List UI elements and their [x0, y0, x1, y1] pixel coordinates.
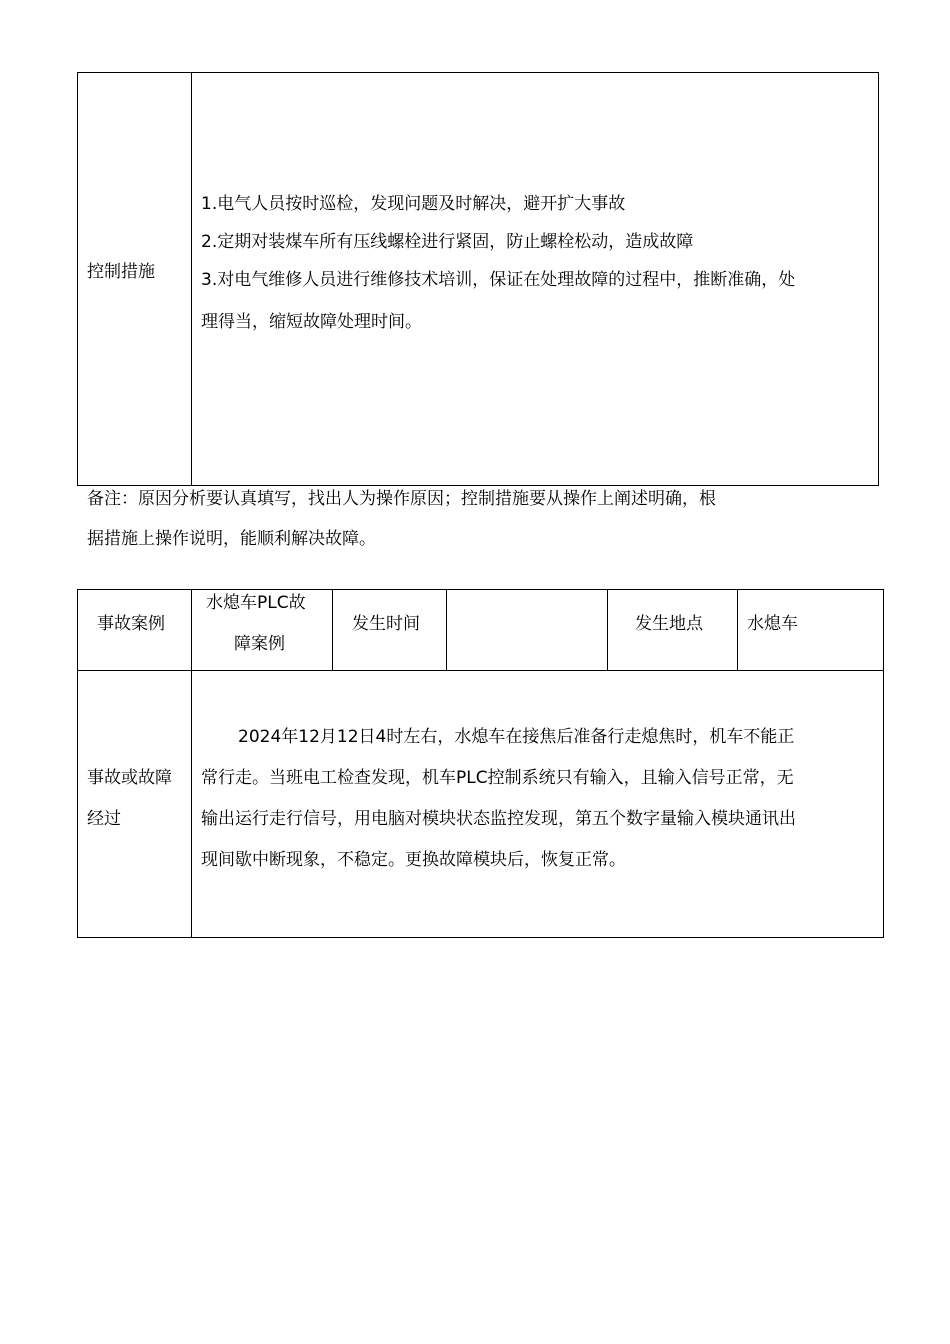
case-table-col-divider [737, 589, 738, 671]
case-label: 事故案例 [97, 614, 165, 634]
note-line-2: 据措施上操作说明，能顺利解决故障。 [87, 529, 376, 549]
case-table-col-divider [607, 589, 608, 671]
case-table-col-divider [191, 589, 192, 938]
accident-case-table [77, 589, 884, 938]
control-measure-item: 1.电气人员按时巡检，发现问题及时解决，避开扩大事故 [201, 194, 626, 214]
control-measure-item: 2.定期对装煤车所有压线螺栓进行紧固，防止螺栓松动，造成故障 [201, 232, 694, 252]
process-label: 事故或故障 [87, 768, 172, 788]
control-measure-item: 3.对电气维修人员进行维修技术培训，保证在处理故障的过程中，推断准确，处 [201, 270, 796, 290]
note-line-1: 备注：原因分析要认真填写，找出人为操作原因；控制措施要从操作上阐述明确，根 [87, 489, 716, 509]
process-text-line: 现间歇中断现象，不稳定。更换故障模块后，恢复正常。 [201, 850, 626, 870]
control-table-divider [191, 72, 192, 486]
place-label: 发生地点 [635, 614, 703, 634]
case-value: 障案例 [234, 634, 285, 654]
case-table-col-divider [446, 589, 447, 671]
case-value: 水熄车PLC故 [206, 593, 306, 613]
process-label: 经过 [87, 809, 121, 829]
case-table-row-divider [77, 670, 884, 671]
process-text-line: 2024年12月12日4时左右，水熄车在接焦后准备行走熄焦时，机车不能正 [238, 727, 795, 747]
case-table-col-divider [332, 589, 333, 671]
process-text-line: 输出运行走行信号，用电脑对模块状态监控发现，第五个数字量输入模块通讯出 [201, 809, 796, 829]
control-measures-label: 控制措施 [87, 262, 155, 282]
place-value: 水熄车 [747, 614, 798, 634]
process-text-line: 常行走。当班电工检查发现，机车PLC控制系统只有输入，且输入信号正常，无 [201, 768, 794, 788]
time-label: 发生时间 [352, 614, 420, 634]
control-measure-item: 理得当，缩短故障处理时间。 [201, 312, 422, 332]
